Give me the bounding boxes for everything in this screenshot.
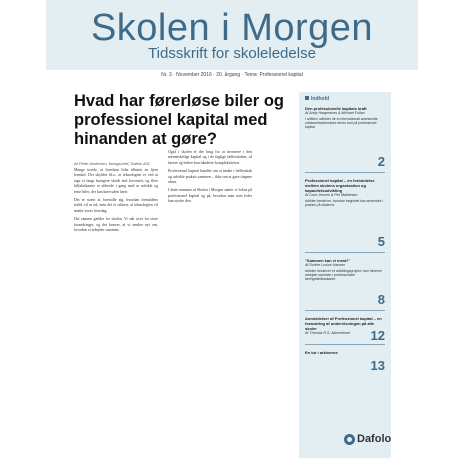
toc-entry-description: I artiklen udfolder de to internationalt anerkendte uddannelsesforskere deres bud på professionel kapital.	[305, 116, 378, 130]
toc-entry-title: Professionel kapital – en forbindelse mellem skolens organisation og kapacitetsudvikling	[305, 178, 375, 193]
toc-entry-author: Af Lone Jensen & Per Mathiesen	[305, 193, 358, 197]
contents-sidebar	[299, 92, 391, 458]
toc-divider	[305, 344, 385, 345]
toc-entry-page: 13	[370, 358, 385, 373]
toc-entry[interactable]	[305, 106, 385, 130]
toc-entry-description: Artiklen beskriver et udviklingsprojekt, hvor lærerne arbejder sammen i professionelle læringsfællesskaber.	[305, 268, 382, 282]
article-paragraph: I dette nummer af Skolen i Morgen sætter vi fokus på professionel kapital og på, hvordan man som leder kan styrke den.	[168, 188, 252, 204]
toc-entry-page: 12	[370, 328, 385, 343]
article-paragraph: Også i skolen er der brug for at investere i den menneskelige kapital og i de faglige fællesskaber, så lærere og ledere kan håndtere kompleksiteten.	[168, 150, 252, 165]
toc-entry[interactable]	[305, 178, 385, 207]
magazine-subtitle: Tidsskrift for skoleledelse	[148, 45, 316, 62]
toc-entry-description: Artiklen beskriver, hvordan begrebet kan anvendes i praksis på skolerne.	[305, 198, 384, 207]
article-paragraph: Det samme gælder for skolen. Vi står over for store forandringer, og det kræver, at vi tænker nyt om, hvordan vi arbejder sammen.	[74, 217, 158, 233]
toc-entry-title: En tur i arkiverne	[305, 350, 338, 355]
toc-entry-page: 2	[377, 154, 385, 169]
toc-divider	[305, 252, 385, 253]
contents-title	[305, 96, 329, 102]
magazine-cover	[46, 0, 418, 458]
toc-entry-title: Den professionelle kapitals kraft	[305, 106, 367, 111]
article-headline: Hvad har førerløse biler og professionel kapital med hinanden at gøre?	[74, 92, 284, 148]
toc-entry[interactable]	[305, 258, 385, 282]
article-column-1	[74, 168, 158, 236]
toc-entry[interactable]	[305, 350, 385, 355]
toc-entry-page: 5	[377, 234, 385, 249]
article-column-2	[168, 150, 252, 208]
article-paragraph: Mange troede, at førerløse biler tilhørte en fjern fremtid. Det skyldes bl.a., at teknologien er ved at tage et langt hurtigere skridt end forventet, og flere bilfabrikanter er allerede i gang med at udvikle og teste biler, der kan køre uden fører.	[74, 168, 158, 194]
toc-entry-author: Af Andy Hargreaves & Michael Fullan	[305, 111, 365, 115]
toc-entry-author: Af Dorthe Louise Hansen	[305, 263, 346, 267]
publisher-name: Dafolo	[357, 433, 392, 445]
article-paragraph: Professionel kapital handler om at tænke i fællesskab og udvikle praksis sammen – ikke om at gøre tingene alene.	[168, 169, 252, 185]
magazine-title: Skolen i Morgen	[90, 7, 374, 49]
publisher-logo	[344, 433, 391, 445]
toc-divider	[305, 172, 385, 173]
toc-entry-title: Anmeldelser af Professionel kapital – en forandring af undervisningen på alle skoler	[305, 316, 382, 331]
article-paragraph: Det er svært at forestille sig, hvordan fremtidens trafik vil se ud, men det er sikkert, at teknologien vil ændre vores hverdag.	[74, 198, 158, 213]
toc-divider	[305, 310, 385, 311]
square-bullet-icon	[305, 96, 309, 100]
article-byline: Af Peter Andersen, forlagschef, Dafolo A/S	[74, 161, 150, 166]
issue-info: Nr. 3 · November 2016 · 20. årgang · Tema: Professionel kapital	[161, 72, 303, 78]
masthead	[46, 0, 418, 70]
dafolo-logo-icon	[344, 434, 355, 445]
toc-entry-author: Af Thomas R.S. Albrechtsen	[305, 331, 351, 335]
contents-title-text: Indhold	[311, 96, 330, 102]
toc-entry-page: 8	[377, 292, 385, 307]
toc-entry-title: "Sammen kan vi mest!"	[305, 258, 350, 263]
